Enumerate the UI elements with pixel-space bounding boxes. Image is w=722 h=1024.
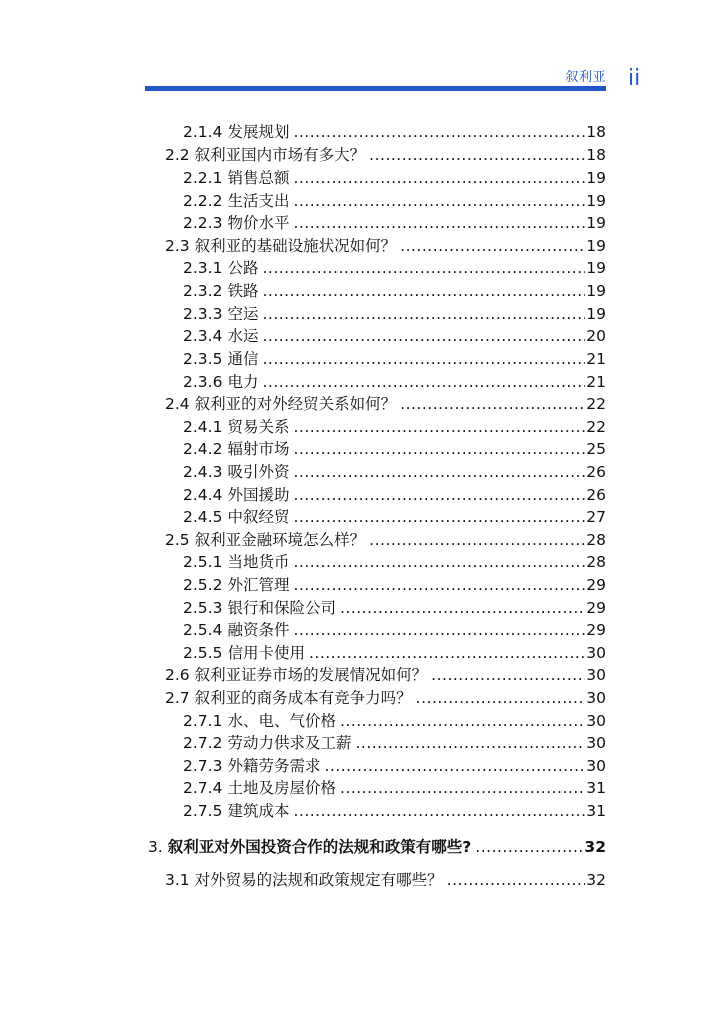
toc-page: 18 [586, 123, 606, 141]
toc-page: 22 [586, 395, 606, 413]
leader-dots [262, 280, 585, 302]
toc-entry[interactable] [183, 167, 606, 189]
leader-dots [262, 257, 585, 279]
leader-dots [262, 325, 585, 347]
toc-entry[interactable] [183, 574, 606, 596]
toc-entry[interactable] [183, 257, 606, 279]
toc-page: 25 [586, 440, 606, 458]
toc-title: 水、电、气价格 [227, 712, 336, 730]
toc-entry[interactable] [183, 416, 606, 438]
leader-dots [262, 371, 585, 393]
toc-entry[interactable] [183, 303, 606, 325]
toc-title: 叙利亚国内市场有多大？ [194, 146, 366, 164]
toc-entry[interactable] [165, 869, 606, 891]
toc-entry[interactable] [183, 212, 606, 234]
leader-dots [293, 167, 585, 189]
toc-page: 30 [586, 644, 606, 662]
toc-entry[interactable] [183, 348, 606, 370]
toc-page: 19 [586, 192, 606, 210]
toc-title: 银行和保险公司 [227, 599, 336, 617]
toc-number: 2.4.3 [183, 463, 223, 481]
toc-title: 辐射市场 [227, 440, 290, 458]
toc-entry[interactable] [183, 755, 606, 777]
toc-title: 电力 [227, 373, 259, 391]
toc-chapter-entry[interactable] [148, 836, 606, 858]
toc-page: 19 [586, 237, 606, 255]
toc-title: 外汇管理 [227, 576, 290, 594]
toc-page: 32 [584, 838, 606, 856]
toc-title: 对外贸易的法规和政策规定有哪些？ [194, 871, 443, 889]
toc-title: 当地货币 [227, 553, 290, 571]
toc-page: 28 [586, 553, 606, 571]
toc-page: 19 [586, 282, 606, 300]
leader-dots [293, 438, 585, 460]
toc-number: 2.4.4 [183, 486, 223, 504]
toc-title: 水运 [227, 327, 259, 345]
toc-page: 29 [586, 621, 606, 639]
toc-entry[interactable] [165, 529, 606, 551]
leader-dots [293, 212, 585, 234]
toc-number: 2.2.3 [183, 214, 223, 232]
toc-entry[interactable] [183, 710, 606, 732]
toc-entry[interactable] [183, 597, 606, 619]
toc-entry[interactable] [183, 461, 606, 483]
leader-dots [293, 619, 585, 641]
toc-title: 叙利亚的对外经贸关系如何？ [194, 395, 397, 413]
leader-dots [340, 777, 585, 799]
leader-dots [293, 800, 585, 822]
toc-number: 3. [148, 838, 163, 856]
leader-dots [293, 416, 585, 438]
toc-page: 19 [586, 169, 606, 187]
toc-number: 2.7 [165, 689, 190, 707]
leader-dots [400, 235, 585, 257]
toc-entry[interactable] [183, 438, 606, 460]
toc-number: 2.4.1 [183, 418, 223, 436]
leader-dots [400, 393, 585, 415]
toc-page: 30 [586, 712, 606, 730]
toc-number: 2.7.3 [183, 757, 223, 775]
toc-title: 外籍劳务需求 [227, 757, 321, 775]
toc-number: 2.3.6 [183, 373, 223, 391]
toc-page: 30 [586, 689, 606, 707]
toc-title: 叙利亚对外国投资合作的法规和政策有哪些? [167, 838, 472, 856]
toc-number: 2.5.5 [183, 644, 223, 662]
leader-dots [262, 348, 585, 370]
toc-page: 30 [586, 757, 606, 775]
leader-dots [293, 190, 585, 212]
toc-page: 28 [586, 531, 606, 549]
toc-number: 2.5.3 [183, 599, 223, 617]
toc-title: 叙利亚的商务成本有竞争力吗？ [194, 689, 412, 707]
leader-dots [324, 755, 585, 777]
toc-entry[interactable] [183, 506, 606, 528]
leader-dots [293, 574, 585, 596]
leader-dots [293, 484, 585, 506]
toc-entry[interactable] [165, 687, 606, 709]
toc-number: 2.3.1 [183, 259, 223, 277]
toc-page: 30 [586, 666, 606, 684]
toc-title: 生活支出 [227, 192, 290, 210]
toc-number: 2.3.5 [183, 350, 223, 368]
toc-entry[interactable] [183, 551, 606, 573]
toc-title: 公路 [227, 259, 259, 277]
toc-number: 2.6 [165, 666, 190, 684]
toc-title: 叙利亚的基础设施状况如何？ [194, 237, 397, 255]
leader-dots [293, 551, 585, 573]
leader-dots [309, 642, 585, 664]
toc-page: 21 [586, 373, 606, 391]
toc-page: 20 [586, 327, 606, 345]
toc-page: 29 [586, 599, 606, 617]
toc-page: 18 [586, 146, 606, 164]
toc-number: 2.5.4 [183, 621, 223, 639]
toc-entry[interactable] [165, 235, 606, 257]
toc-title: 中叙经贸 [227, 508, 290, 526]
toc-page: 22 [586, 418, 606, 436]
toc-page: 31 [586, 802, 606, 820]
leader-dots [369, 144, 585, 166]
leader-dots [431, 664, 585, 686]
toc-page: 29 [586, 576, 606, 594]
toc-number: 2.4.5 [183, 508, 223, 526]
toc-number: 2.7.5 [183, 802, 223, 820]
toc-entry[interactable] [183, 484, 606, 506]
leader-dots [369, 529, 585, 551]
toc-number: 2.5.2 [183, 576, 223, 594]
leader-dots [355, 732, 585, 754]
toc-number: 2.3.2 [183, 282, 223, 300]
toc-page: 19 [586, 259, 606, 277]
toc-entry[interactable] [183, 371, 606, 393]
toc-number: 2.2 [165, 146, 190, 164]
toc-entry[interactable] [183, 280, 606, 302]
toc-number: 2.3.4 [183, 327, 223, 345]
toc-title: 贸易关系 [227, 418, 290, 436]
toc-number: 2.5 [165, 531, 190, 549]
leader-dots [293, 121, 585, 143]
leader-dots [262, 303, 585, 325]
toc-page: 19 [586, 305, 606, 323]
toc-page: 26 [586, 486, 606, 504]
toc-entry[interactable] [165, 393, 606, 415]
toc-title: 劳动力供求及工薪 [227, 734, 352, 752]
toc-number: 2.5.1 [183, 553, 223, 571]
toc-title: 空运 [227, 305, 259, 323]
toc-number: 2.7.2 [183, 734, 223, 752]
leader-dots [447, 869, 586, 891]
toc-page: 21 [586, 350, 606, 368]
toc-title: 土地及房屋价格 [227, 779, 336, 797]
leader-dots [293, 506, 585, 528]
toc-page: 26 [586, 463, 606, 481]
toc-number: 2.2.2 [183, 192, 223, 210]
toc-title: 信用卡使用 [227, 644, 305, 662]
leader-dots [293, 461, 585, 483]
toc-number: 2.1.4 [183, 123, 223, 141]
toc-title: 通信 [227, 350, 259, 368]
toc-title: 发展规划 [227, 123, 290, 141]
leader-dots [475, 836, 583, 858]
toc-entry[interactable] [165, 144, 606, 166]
toc-entry[interactable] [183, 732, 606, 754]
toc-page: 30 [586, 734, 606, 752]
toc-entry[interactable] [183, 325, 606, 347]
toc-entry[interactable] [183, 800, 606, 822]
toc-entry[interactable] [183, 121, 606, 143]
toc-number: 2.4.2 [183, 440, 223, 458]
toc-title: 融资条件 [227, 621, 290, 639]
toc-number: 3.1 [165, 871, 190, 889]
toc-title: 外国援助 [227, 486, 290, 504]
toc-title: 铁路 [227, 282, 259, 300]
leader-dots [340, 710, 585, 732]
toc-number: 2.2.1 [183, 169, 223, 187]
toc-title: 叙利亚金融环境怎么样？ [194, 531, 366, 549]
toc-number: 2.7.1 [183, 712, 223, 730]
toc-page: 19 [586, 214, 606, 232]
leader-dots [416, 687, 586, 709]
toc-title: 建筑成本 [227, 802, 290, 820]
leader-dots [340, 597, 585, 619]
toc-entry[interactable] [165, 664, 606, 686]
page-number: ii [628, 66, 641, 91]
toc-title: 销售总额 [227, 169, 290, 187]
toc-entry[interactable] [183, 642, 606, 664]
toc-page: 27 [586, 508, 606, 526]
header-title: 叙利亚 [565, 70, 606, 85]
toc-number: 2.3 [165, 237, 190, 255]
toc-entry[interactable] [183, 190, 606, 212]
toc-entry[interactable] [183, 619, 606, 641]
toc-entry[interactable] [183, 777, 606, 799]
toc-title: 物价水平 [227, 214, 290, 232]
toc-page: 31 [586, 779, 606, 797]
toc-page: 32 [586, 871, 606, 889]
toc-number: 2.4 [165, 395, 190, 413]
toc-number: 2.7.4 [183, 779, 223, 797]
toc-title: 吸引外资 [227, 463, 290, 481]
toc-title: 叙利亚证券市场的发展情况如何？ [194, 666, 428, 684]
toc-number: 2.3.3 [183, 305, 223, 323]
